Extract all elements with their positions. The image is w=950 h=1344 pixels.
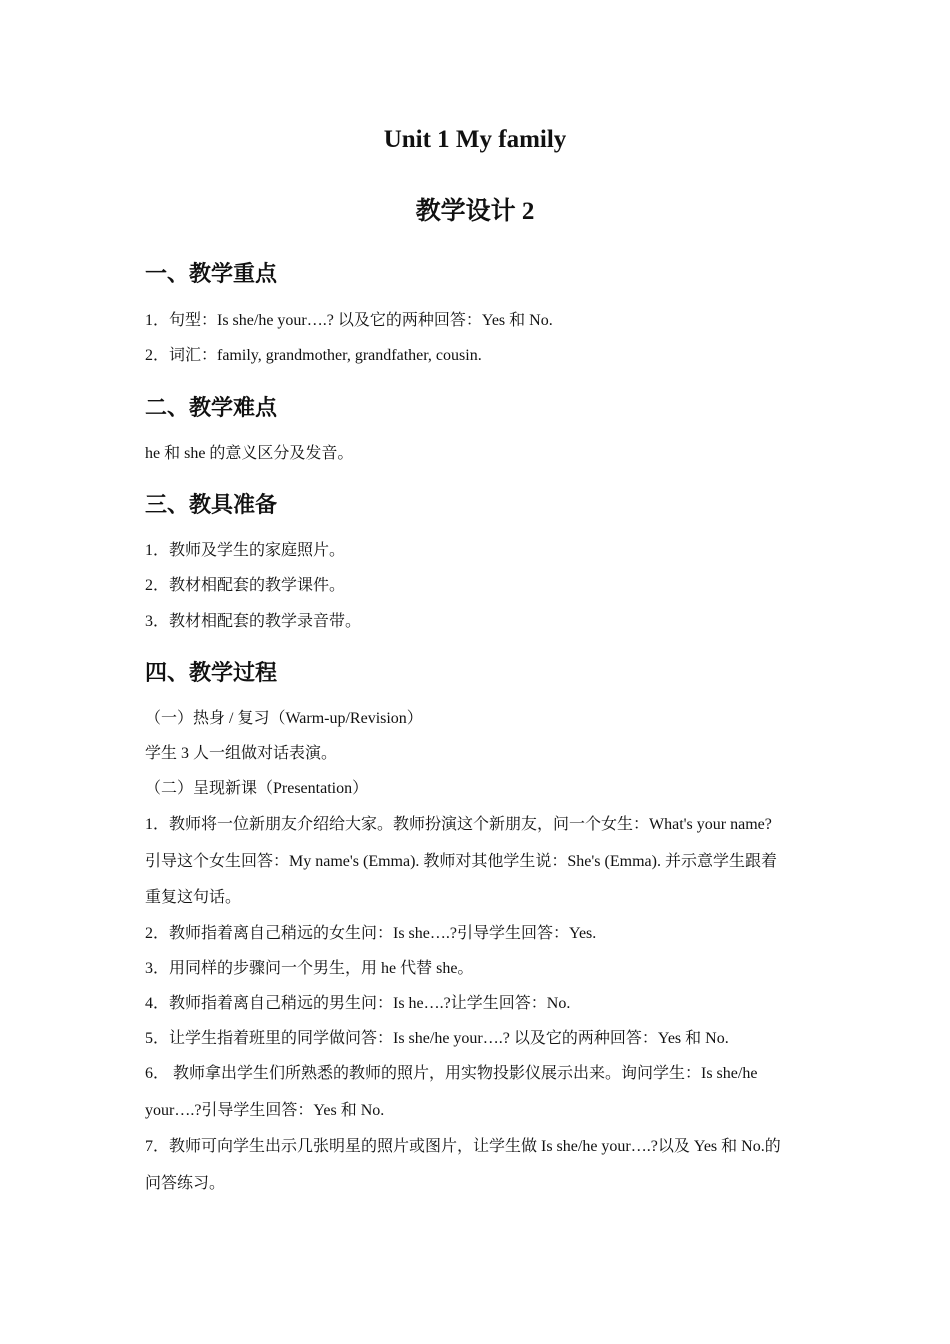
section-heading-teaching-aids: 三、教具准备 — [145, 492, 278, 517]
focus-line-1: 1．句型：Is she/he your….? 以及它的两种回答：Yes 和 No. — [145, 312, 553, 329]
process-line-14: 问答练习。 — [145, 1175, 226, 1192]
process-line-2: 学生 3 人一组做对话表演。 — [145, 745, 338, 762]
process-line-4: 1．教师将一位新朋友介绍给大家。教师扮演这个新朋友，问一个女生：What's your name? — [145, 816, 772, 833]
document-title: Unit 1 My family — [383, 126, 567, 153]
process-line-1: （一）热身 / 复习（Warm-up/Revision） — [145, 710, 423, 727]
process-line-11: 6． 教师拿出学生们所熟悉的教师的照片，用实物投影仪展示出来。询问学生：Is she/he — [145, 1065, 758, 1082]
section-heading-teaching-focus: 一、教学重点 — [145, 261, 278, 286]
process-line-12: your….?引导学生回答：Yes 和 No. — [145, 1102, 385, 1119]
process-line-6: 重复这句话。 — [145, 889, 242, 906]
aids-line-2: 2．教材相配套的教学课件。 — [145, 577, 346, 594]
process-line-3: （二）呈现新课（Presentation） — [145, 780, 369, 797]
process-line-10: 5．让学生指着班里的同学做问答：Is she/he your….? 以及它的两种回答：Yes 和 No. — [145, 1030, 729, 1047]
focus-line-2: 2．词汇：family, grandmother, grandfather, cousin. — [145, 347, 482, 364]
process-line-13: 7．教师可向学生出示几张明星的照片或图片，让学生做 Is she/he your….?以及 Yes 和 No.的 — [145, 1138, 781, 1155]
section-heading-teaching-difficulty: 二、教学难点 — [145, 395, 278, 420]
document-subtitle: 教学设计 2 — [415, 198, 535, 225]
process-line-8: 3．用同样的步骤问一个男生，用 he 代替 she。 — [145, 960, 474, 977]
aids-line-3: 3．教材相配套的教学录音带。 — [145, 613, 362, 630]
process-line-9: 4．教师指着离自己稍远的男生问：Is he….?让学生回答：No. — [145, 995, 571, 1012]
process-line-5: 引导这个女生回答：My name's (Emma). 教师对其他学生说：She's (Emma). 并示意学生跟着 — [145, 853, 777, 870]
difficulty-line-1: he 和 she 的意义区分及发音。 — [145, 445, 354, 462]
aids-line-1: 1．教师及学生的家庭照片。 — [145, 542, 346, 559]
process-line-7: 2．教师指着离自己稍远的女生问：Is she….?引导学生回答：Yes. — [145, 925, 597, 942]
section-heading-teaching-process: 四、教学过程 — [145, 660, 278, 685]
